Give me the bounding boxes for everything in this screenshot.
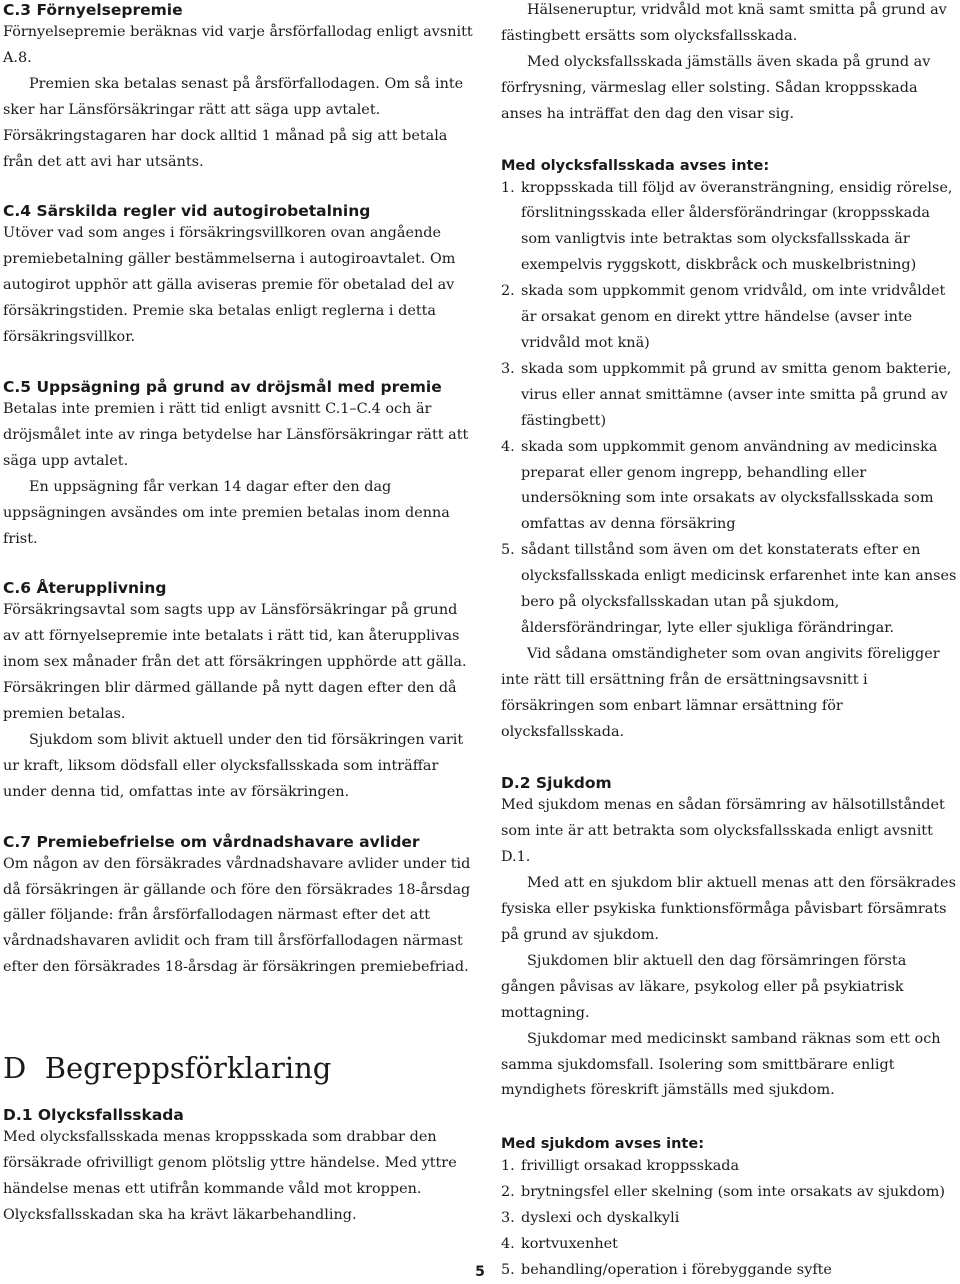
list-item [501, 435, 957, 539]
section-d2-paragraph: Sjukdomen blir aktuell den dag försämringen första gången påvisas av läkare, psykolog eller på psykiatrisk mottagning. [501, 952, 907, 1021]
section-d1-title: D.1 Olycksfallsskada [3, 1106, 184, 1125]
section-d2-paragraph: Med att en sjukdom blir aktuell menas att den försäkrades fysiska eller psykiska funktionsförmåga påvisbart försämrats på grund av sjukdom. [501, 875, 956, 943]
injury-paragraph: Hälseneruptur, vridvåld mot knä samt smitta på grund av fästingbett ersätts som olycksfallsskada. [501, 2, 947, 44]
section-c3-paragraph: Premien ska betalas senast på årsförfallodagen. Om så inte sker har Länsförsäkringar rätt att säga upp avtalet. Försäkringstagaren har dock alltid 1 månad på sig att betala från det att avi har utsänts. [3, 75, 464, 170]
list-item-number: 3. [501, 360, 515, 377]
list-item [501, 1180, 957, 1206]
section-d2-title: D.2 Sjukdom [501, 774, 612, 793]
list-item [501, 176, 957, 280]
chapter-d-title: D Begreppsförklaring [3, 1051, 332, 1086]
list-item-text: skada som uppkommit genom användning av medicinska preparat eller genom ingrepp, behandling eller undersökning som inte orsakats av olycksfallsskada som omfattas av denna försäkring [521, 438, 938, 533]
list-item [501, 279, 957, 357]
section-c6-paragraph: Försäkringsavtal som sagts upp av Länsförsäkringar på grund av att förnyelsepremie inte betalats i rätt tid, kan återupplivas inom sex månader från det att försäkringen upphörde att gälla. Försäkringen blir därmed gällande på nytt dagen efter den då premien betalas. [3, 602, 467, 723]
section-c7-title: C.7 Premiebefrielse om vårdnadshavare avlider [3, 832, 420, 851]
list-item [501, 1206, 957, 1232]
list-item-number: 4. [501, 1236, 515, 1253]
injury-exclusions-list [501, 176, 957, 642]
list-item-text: behandling/operation i förebyggande syfte [521, 1261, 832, 1278]
section-c4-title: C.4 Särskilda regler vid autogirobetalning [3, 202, 371, 221]
page-number: 5 [475, 1264, 485, 1280]
injury-exclusions-title: Med olycksfallsskada avses inte: [501, 157, 770, 174]
section-c3-paragraph: Förnyelsepremie beräknas vid varje årsförfallodag enligt avsnitt A.8. [3, 24, 473, 66]
section-c5-title: C.5 Uppsägning på grund av dröjsmål med premie [3, 377, 442, 396]
list-item [501, 1258, 957, 1284]
list-item-text: sådant tillstånd som även om det konstaterats efter en olycksfallsskada enligt medicinsk erfarenhet inte kan anses bero på olycksfallsskadan utan på sjukdom, åldersförändringar, lyte eller sjukliga förändringar. [521, 542, 957, 636]
list-item-text: brytningsfel eller skelning (som inte orsakats av sjukdom) [521, 1184, 946, 1201]
list-item-number: 5. [501, 542, 515, 559]
list-item-number: 3. [501, 1210, 515, 1227]
injury-exclusions-note: Vid sådana omständigheter som ovan angivits föreligger inte rätt till ersättning från de ersättningsavsnitt i försäkringen som enbart lämnar ersättning för olycksfallsskada. [501, 645, 940, 740]
list-item-text: kortvuxenhet [521, 1236, 618, 1253]
section-c4-paragraph: Utöver vad som anges i försäkringsvillkoren ovan angående premiebetalning gäller bestämmelserna i autogiroavtalet. Om autogirot upphör att gälla aviseras premie för obetalad del av försäkringstiden. Premie ska betalas enligt reglerna i detta försäkringsvillkor. [3, 225, 456, 346]
list-item-number: 2. [501, 283, 515, 300]
section-c3-title: C.3 Förnyelsepremie [3, 1, 183, 19]
list-item [501, 357, 957, 435]
injury-paragraph: Med olycksfallsskada jämställs även skada på grund av förfrysning, värmeslag eller solsting. Sådan kroppsskada anses ha inträffat den dag den visar sig. [501, 53, 931, 122]
list-item [501, 538, 957, 642]
section-c6-paragraph: Sjukdom som blivit aktuell under den tid försäkringen varit ur kraft, liksom dödsfall eller olycksfallsskada som inträffar under denna tid, omfattas inte av försäkringen. [3, 731, 464, 800]
list-item-text: skada som uppkommit på grund av smitta genom bakterie, virus eller annat smittämne (avser inte smitta på grund av fästingbett) [521, 360, 952, 429]
list-item [501, 1154, 957, 1180]
list-item-text: kroppsskada till följd av överansträngning, ensidig rörelse, förslitningsskada eller åldersförändringar (kroppsskada som vanligtvis inte betraktas som olycksfallsskada är exempelvis ryggskott, diskbråck och muskelbristning) [521, 179, 953, 274]
list-item-text: dyslexi och dyskalkyli [521, 1210, 680, 1227]
list-item-number: 5. [501, 1261, 515, 1278]
list-item-number: 1. [501, 1158, 515, 1175]
list-item-number: 4. [501, 438, 515, 455]
list-item-number: 1. [501, 179, 515, 196]
section-c5-paragraph: En uppsägning får verkan 14 dagar efter den dag uppsägningen avsändes om inte premien betalas inom denna frist. [3, 478, 450, 547]
section-c6-title: C.6 Återupplivning [3, 579, 167, 598]
list-item-text: skada som uppkommit genom vridvåld, om inte vridvåldet är orsakat genom en direkt yttre händelse (avser inte vridvåld mot knä) [521, 283, 946, 351]
list-item-text: frivilligt orsakad kroppsskada [521, 1158, 740, 1175]
section-d2-paragraph: Sjukdomar med medicinskt samband räknas som ett och samma sjukdomsfall. Isolering som smittbärare enligt myndighets föreskrift jämställs med sjukdom. [501, 1030, 941, 1099]
right-column [501, 0, 957, 1284]
illness-exclusions-list [501, 1154, 957, 1284]
section-c7-paragraph: Om någon av den försäkrades vårdnadshavare avlider under tid då försäkringen är gällande och före den försäkrades 18-årsdag gäller följande: från årsförfallodagen närmast efter det att vårdnadshavaren avlidit och fram till årsförfallodagen närmast efter den försäkrades 18-årsdag är försäkringen premiebefriad. [3, 855, 471, 976]
section-d1-paragraph: Med olycksfallsskada menas kroppsskada som drabbar den försäkrade ofrivilligt genom plötslig yttre händelse. Med yttre händelse menas ett utifrån kommande våld mot kroppen. Olycksfallsskadan ska ha krävt läkarbehandling. [3, 1129, 457, 1223]
section-c5-paragraph: Betalas inte premien i rätt tid enligt avsnitt C.1–C.4 och är dröjsmålet inte av ringa betydelse har Länsförsäkringar rätt att säga upp avtalet. [3, 400, 469, 469]
list-item [501, 1232, 957, 1258]
section-d2-paragraph: Med sjukdom menas en sådan försämring av hälsotillståndet som inte är att betrakta som olycksfallsskada enligt avsnitt D.1. [501, 797, 945, 866]
left-column [3, 0, 473, 1229]
list-item-number: 2. [501, 1184, 515, 1201]
illness-exclusions-title: Med sjukdom avses inte: [501, 1136, 704, 1153]
